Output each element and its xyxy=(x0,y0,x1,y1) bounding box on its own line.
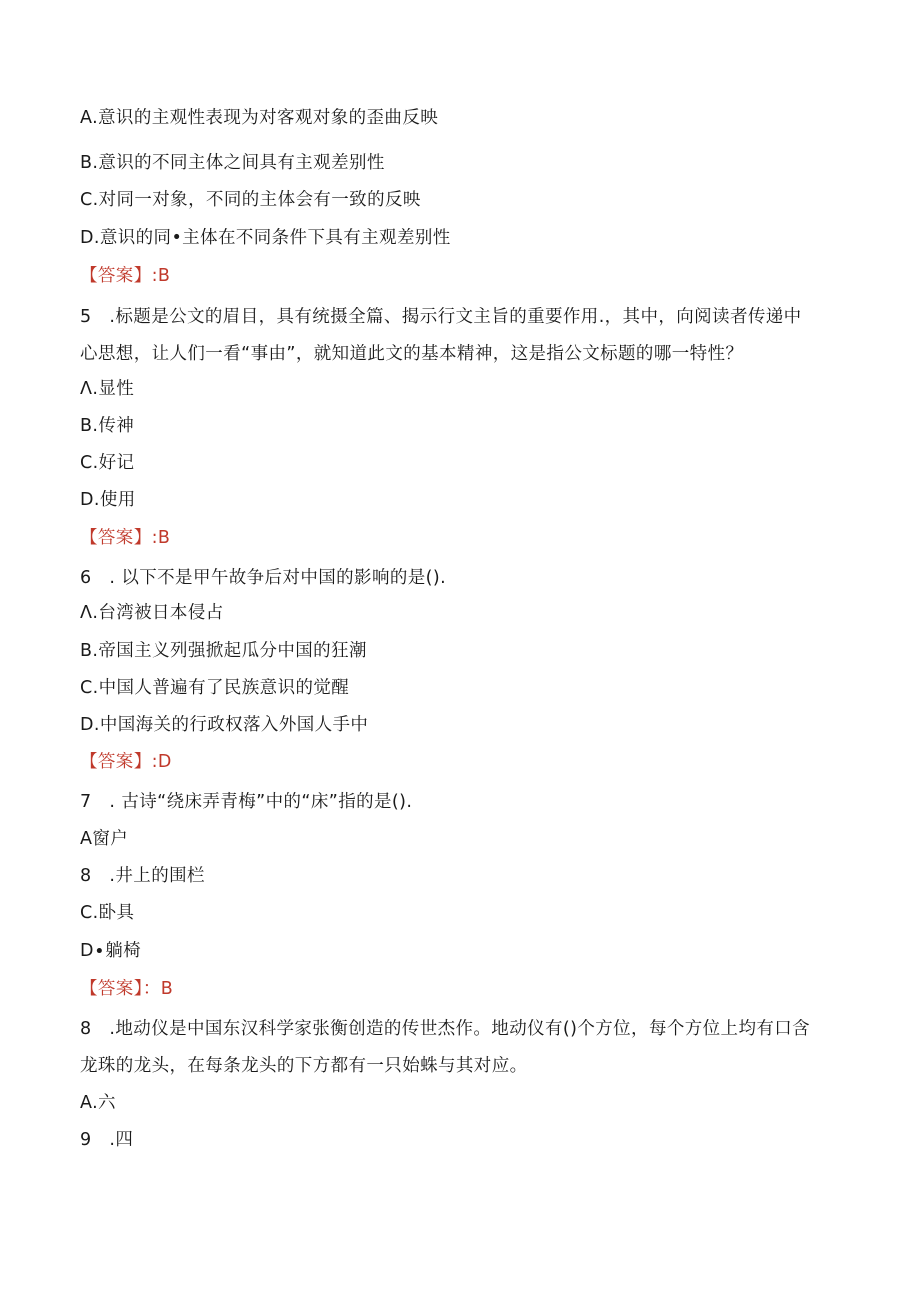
answer-label: 【答案】 xyxy=(80,979,143,999)
q5-option-c: C.好记 xyxy=(80,453,135,473)
q7-option-d: D∙躺椅 xyxy=(80,941,142,961)
q6-option-c: C.中国人普遍有了民族意识的觉醒 xyxy=(80,678,350,698)
answer-value: :D xyxy=(151,752,172,772)
answer-label: 【答案】 xyxy=(80,266,152,286)
answer-label: 【答案】 xyxy=(80,528,152,548)
q8-option-a: A.六 xyxy=(80,1093,116,1113)
q5-stem-line-2: 心思想，让人们一看“事由”，就知道此文的基本精神，这是指公文标题的哪一特性？ xyxy=(80,344,744,364)
q7-stem: 7 . 古诗“绕床弄青梅”中的“床”指的是(). xyxy=(80,792,413,812)
q8-stem-line-1: 8 .地动仪是中国东汉科学家张衡创造的传世杰作。地动仪有()个方位，每个方位上均有口含 xyxy=(80,1019,811,1039)
q4-answer xyxy=(80,264,170,288)
q6-option-a: Λ.台湾被日本侵占 xyxy=(80,603,224,623)
q5-stem-line-1: 5 .标题是公文的眉目，具有统摄全篇、揭示行文主旨的重要作用.，其中，向阅读者传递中 xyxy=(80,307,802,327)
q5-option-b: B.传神 xyxy=(80,416,135,436)
q6-option-b: B.帝国主义列强掀起瓜分中国的狂潮 xyxy=(80,641,367,661)
q7-option-a: A窗户 xyxy=(80,829,129,849)
q6-option-d: D.中国海关的行政权落入外国人手中 xyxy=(80,715,369,735)
q4-option-d: D.意识的同•主体在不同条件下具有主观差别性 xyxy=(80,228,451,248)
answer-value: :B xyxy=(151,266,171,286)
answer-value: ：B xyxy=(142,979,174,999)
q4-option-a: A.意识的主观性表现为对客观对象的歪曲反映 xyxy=(80,108,439,128)
q4-option-c: C.对同一对象，不同的主体会有一致的反映 xyxy=(80,190,421,210)
q7-option-b: 8 .井上的围栏 xyxy=(80,866,205,886)
q7-answer xyxy=(80,977,173,1001)
q7-option-c: C.卧具 xyxy=(80,903,135,923)
q8-option-b: 9 .四 xyxy=(80,1130,134,1150)
q8-stem-line-2: 龙珠的龙头，在每条龙头的下方都有一只始蛛与其对应。 xyxy=(80,1056,528,1076)
q4-option-b: B.意识的不同主体之间具有主观差别性 xyxy=(80,153,385,173)
q6-stem: 6 . 以下不是甲午故争后对中国的影响的是(). xyxy=(80,568,447,588)
q5-option-d: D.使用 xyxy=(80,490,136,510)
q5-answer xyxy=(80,526,170,550)
q6-answer xyxy=(80,750,172,774)
answer-label: 【答案】 xyxy=(80,752,152,772)
q5-option-a: Λ.显性 xyxy=(80,379,135,399)
answer-value: :B xyxy=(151,528,171,548)
